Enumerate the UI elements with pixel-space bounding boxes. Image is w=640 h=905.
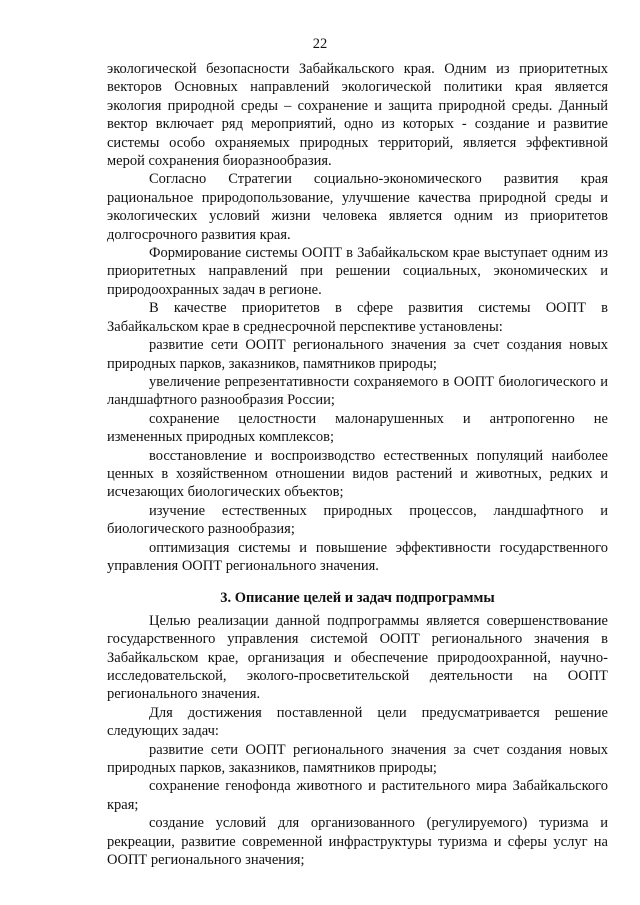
body-paragraph: В качестве приоритетов в сфере развития системы ООПТ в Забайкальском крае в среднесрочной перспективе установлены: xyxy=(107,300,608,335)
body-paragraph: создание условий для организованного (регулируемого) туризма и рекреации, развитие современной инфраструктуры туризма и сферы услуг на ООПТ регионального значения; xyxy=(107,815,608,869)
body-paragraph: сохранение генофонда животного и растительного мира Забайкальского края; xyxy=(107,778,608,813)
document-body xyxy=(107,60,608,869)
body-paragraph: развитие сети ООПТ регионального значения за счет создания новых природных парков, заказников, памятников природы; xyxy=(107,741,608,777)
paragraphs-after-section xyxy=(107,612,608,870)
body-paragraph: увеличение репрезентативности сохраняемого в ООПТ биологического и ландшафтного разнообразия России; xyxy=(107,373,608,409)
body-paragraph: оптимизация системы и повышение эффективности государственного управления ООПТ регионального значения. xyxy=(107,539,608,574)
body-paragraph: Формирование системы ООПТ в Забайкальском крае выступает одним из приоритетных направлений при решении социальных, экономических и природоохранных задач в регионе. xyxy=(107,245,608,298)
body-paragraph: изучение естественных природных процессов, ландшафтного и биологического разнообразия; xyxy=(107,502,608,538)
body-paragraph: Согласно Стратегии социально-экономического развития края рациональное природопользование, улучшение качества природной среды и экологических условий жизни человека является одним из приоритетов долгосрочного развития края. xyxy=(107,171,608,243)
body-paragraph: Для достижения поставленной цели предусматривается решение следующих задач: xyxy=(107,704,608,740)
body-paragraph: развитие сети ООПТ регионального значения за счет создания новых природных парков, заказников, памятников природы; xyxy=(107,337,608,372)
section-heading: 3. Описание целей и задач подпрограммы xyxy=(220,590,495,607)
paragraphs-before-section xyxy=(107,60,608,575)
body-paragraph: восстановление и воспроизводство естественных популяций наиболее ценных в хозяйственном отношении видов растений и животных, редких и исчезающих биологических объектов; xyxy=(107,447,608,501)
body-paragraph: Целью реализации данной подпрограммы является совершенствование государственного управления системой ООПТ регионального значения в Забайкальском крае, организация и обеспечение природоохранной, научно-исследовательской, эколого-просветительской деятельности на ООПТ регионального значения. xyxy=(107,612,608,703)
body-paragraph: экологической безопасности Забайкальского края. Одним из приоритетных векторов Основных направлений экологической политики края является экология природной среды – сохранение и защита природной среды. Данный вектор включает ряд мероприятий, одно из которых - создание и развитие системы особо охраняемых природных территорий, является эффективной мерой сохранения биоразнообразия. xyxy=(107,61,608,170)
page-number: 22 xyxy=(312,36,328,52)
body-paragraph: сохранение целостности малонарушенных и антропогенно не измененных природных комплексов; xyxy=(107,410,608,446)
